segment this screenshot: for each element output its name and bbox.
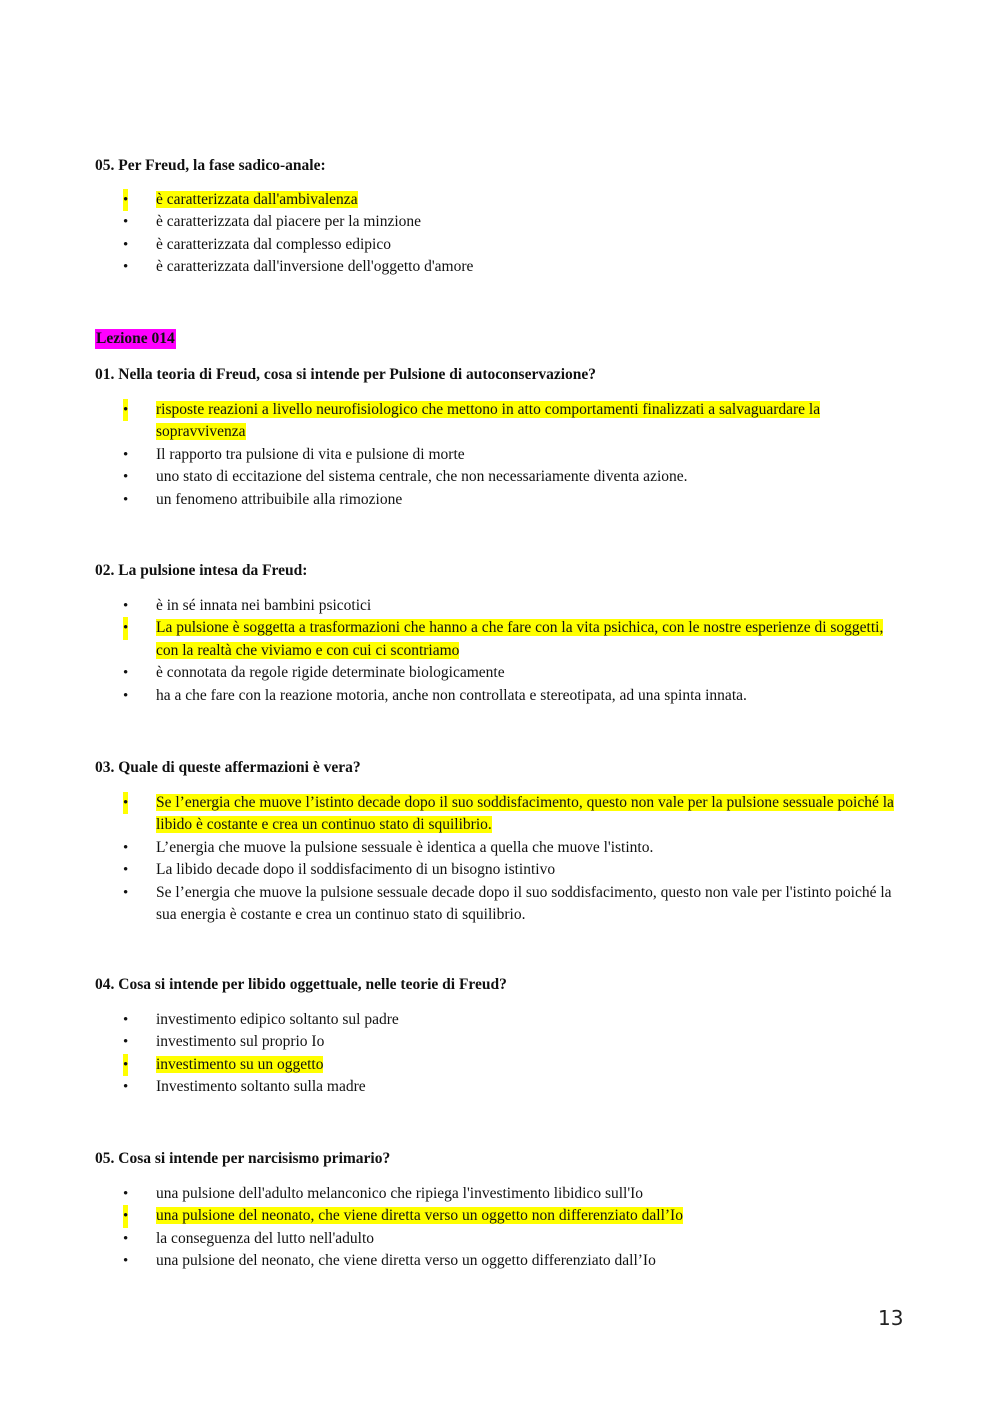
answer-list: [95, 595, 895, 707]
answer-text: è caratterizzata dall'ambivalenza: [156, 191, 358, 208]
bullet-icon: •: [123, 687, 129, 704]
bullet-icon: •: [123, 792, 128, 814]
question-block: [95, 974, 895, 1099]
page-number: 13: [878, 1306, 904, 1330]
answer-text: Se l’energia che muove la pulsione sessuale decade dopo il suo soddisfacimento, questo non vale per l'istinto poiché la sua energia è costante e crea un continuo stato di squilibrio.: [156, 883, 892, 924]
question-title: 04. Cosa si intende per libido oggettuale, nelle teorie di Freud?: [95, 976, 507, 993]
bullet-icon: •: [123, 617, 128, 639]
question-block: [95, 364, 895, 511]
answer-item: [95, 1205, 896, 1227]
answer-item: [95, 466, 896, 488]
answer-item: [95, 1031, 896, 1053]
bullet-icon: •: [123, 469, 129, 486]
answer-text: Il rapporto tra pulsione di vita e pulsione di morte: [156, 445, 465, 463]
answer-text: investimento su un oggetto: [156, 1055, 324, 1073]
answer-text: Se l’energia che muove l’istinto decade dopo il suo soddisfacimento, questo non vale per la pulsione sessuale poiché la libido è costante e crea un continuo stato di squilibrio.: [156, 794, 894, 834]
bullet-icon: •: [123, 665, 129, 682]
answer-list: [95, 399, 895, 511]
answer-item: [95, 211, 896, 233]
question-title: 02. La pulsione intesa da Freud:: [95, 562, 308, 579]
bullet-icon: •: [123, 1205, 128, 1227]
answer-item: [95, 685, 896, 707]
question-title: 03. Quale di queste affermazioni è vera?: [95, 759, 361, 776]
answer-item: [95, 1228, 896, 1250]
bullet-icon: •: [123, 1034, 129, 1051]
answer-item: [95, 1076, 896, 1098]
answer-text: La pulsione è soggetta a trasformazioni che hanno a che fare con la vita psichica, con le nostre esperienze di soggetti, con la realtà che viviamo e con cui ci scontriamo: [156, 619, 884, 659]
answer-text: la conseguenza del lutto nell'adulto: [156, 1229, 374, 1247]
answer-list: [95, 189, 895, 279]
bullet-icon: •: [123, 1253, 129, 1270]
answer-item: [95, 256, 896, 278]
answer-text: una pulsione del neonato, che viene diretta verso un oggetto differenziato dall’Io: [156, 1252, 656, 1270]
answer-item: [95, 1183, 896, 1205]
answer-item: [95, 1250, 896, 1272]
question-block: [95, 155, 895, 279]
bullet-icon: •: [123, 839, 129, 856]
answer-text: uno stato di eccitazione del sistema centrale, che non necessariamente diventa azione.: [156, 468, 688, 486]
answer-item: [95, 1009, 896, 1031]
answer-item: [95, 399, 896, 444]
bullet-icon: •: [123, 1079, 129, 1096]
question-block: [95, 1148, 895, 1273]
answer-text: una pulsione del neonato, che viene diretta verso un oggetto non differenziato dall’Io: [156, 1207, 683, 1225]
answer-text: La libido decade dopo il soddisfacimento di un bisogno istintivo: [156, 861, 556, 879]
bullet-icon: •: [123, 1230, 129, 1247]
bullet-icon: •: [123, 1012, 129, 1028]
answer-text: risposte reazioni a livello neurofisiologico che mettono in atto comportamenti finalizzati a salvaguardare la sopravvivenza: [156, 401, 821, 441]
answer-text: è caratterizzata dal complesso edipico: [156, 235, 391, 253]
bullet-icon: •: [123, 1186, 129, 1202]
bullet-icon: •: [123, 214, 129, 231]
question-block: [95, 560, 895, 707]
question-block: [95, 757, 895, 926]
bullet-icon: •: [123, 259, 129, 276]
answer-item: [95, 617, 896, 662]
answer-text: ha a che fare con la reazione motoria, anche non controllata e stereotipata, ad una spinta innata.: [156, 686, 747, 704]
answer-item: [95, 882, 896, 927]
answer-list: [95, 1183, 895, 1273]
bullet-icon: •: [123, 446, 129, 463]
answer-item: [95, 234, 896, 256]
answer-item: [95, 1054, 896, 1076]
answer-item: [95, 189, 896, 211]
question-title: 05. Cosa si intende per narcisismo primario?: [95, 1150, 391, 1167]
answer-text: L’energia che muove la pulsione sessuale è identica a quella che muove l'istinto.: [156, 838, 654, 856]
answer-text: una pulsione dell'adulto melanconico che ripiega l'investimento libidico sull'Io: [156, 1185, 644, 1202]
answer-text: un fenomeno attribuibile alla rimozione: [156, 490, 403, 508]
answer-item: [95, 792, 896, 837]
answer-item: [95, 444, 896, 466]
bullet-icon: •: [123, 399, 128, 421]
answer-item: [95, 489, 896, 511]
answer-list: [95, 1009, 895, 1099]
answer-text: investimento sul proprio Io: [156, 1033, 325, 1051]
answer-text: è caratterizzata dal piacere per la minzione: [156, 213, 422, 231]
answer-item: [95, 837, 896, 859]
answer-text: è caratterizzata dall'inversione dell'oggetto d'amore: [156, 258, 474, 276]
answer-text: è connotata da regole rigide determinate biologicamente: [156, 664, 505, 682]
bullet-icon: •: [123, 1054, 128, 1076]
answer-list: [95, 792, 895, 926]
bullet-icon: •: [123, 236, 129, 253]
question-title: 05. Per Freud, la fase sadico-anale:: [95, 157, 326, 174]
answer-text: Investimento soltanto sulla madre: [156, 1078, 366, 1096]
answer-item: [95, 859, 896, 881]
lesson-heading: Lezione 014: [96, 330, 175, 347]
bullet-icon: •: [123, 189, 128, 211]
bullet-icon: •: [123, 862, 129, 879]
answer-text: investimento edipico soltanto sul padre: [156, 1011, 399, 1028]
question-title: 01. Nella teoria di Freud, cosa si intende per Pulsione di autoconservazione?: [95, 366, 597, 383]
bullet-icon: •: [123, 884, 129, 901]
bullet-icon: •: [123, 491, 129, 508]
answer-item: [95, 595, 896, 617]
answer-text: è in sé innata nei bambini psicotici: [156, 597, 372, 614]
answer-item: [95, 662, 896, 684]
bullet-icon: •: [123, 598, 129, 614]
